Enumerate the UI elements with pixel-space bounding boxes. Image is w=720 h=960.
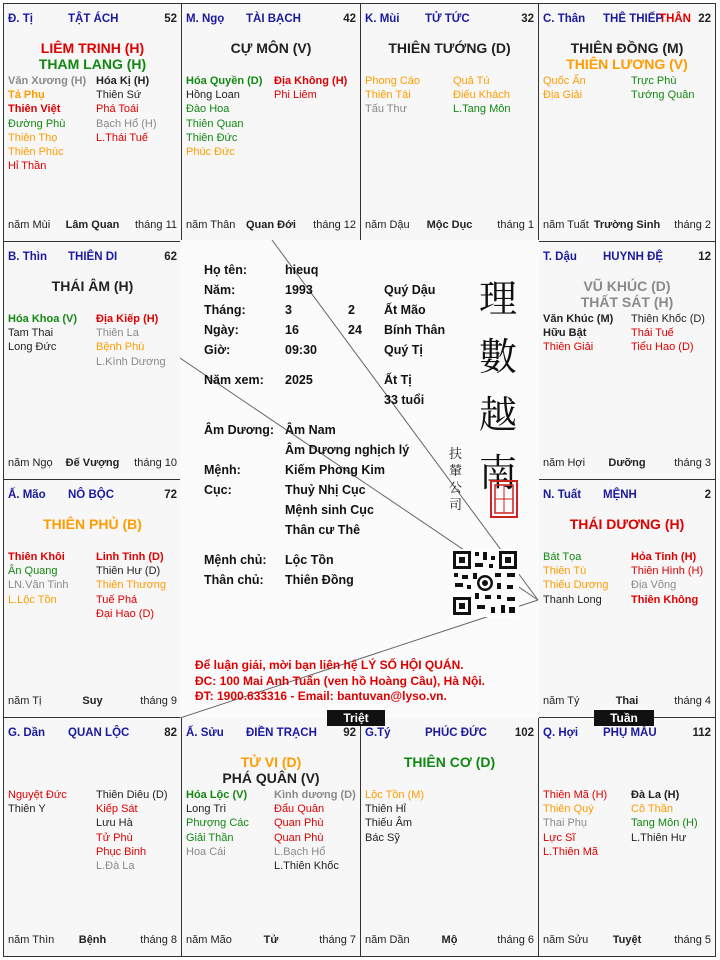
contact-phone-email[interactable]: ĐT: 1900.633316 - Email: bantuvan@lyso.vn. <box>195 689 447 703</box>
minor-star: Thiên Đức <box>186 131 238 144</box>
footer-stage: Tuyệt <box>612 934 642 946</box>
minor-star: Thiên Hỉ <box>365 803 406 816</box>
minor-star: Thiên Y <box>8 803 46 816</box>
main-star: THIÊN ĐỒNG (M) <box>570 40 684 56</box>
palace-footer <box>8 219 177 233</box>
star-column-left <box>365 74 420 117</box>
info-tuoi: 33 tuổi <box>384 393 425 407</box>
palace-header <box>8 13 177 27</box>
palace-house-name: NÔ BỘC <box>68 489 114 501</box>
star-column-right <box>96 550 166 621</box>
minor-star: L.Thái Tuế <box>96 131 148 144</box>
minor-star: Kình dương (D) <box>274 789 356 801</box>
footer-stage: Mộ <box>441 934 458 946</box>
star-column-right <box>274 788 356 873</box>
palace-footer <box>186 934 356 948</box>
minor-star: Quốc Ấn <box>543 75 586 87</box>
calligraphy-char: 數 <box>478 335 517 379</box>
minor-star: Thiên Tù <box>543 565 587 578</box>
minor-star: Thiên Giải <box>543 341 594 354</box>
info-ho-ten-label: Họ tên: <box>204 263 248 277</box>
star-column-left <box>8 312 77 355</box>
info-ngay-can: Bính Thân <box>384 323 446 337</box>
star-column-left <box>8 74 86 173</box>
palace-branch: Ấ. Sửu <box>186 727 224 739</box>
star-column-right <box>631 788 698 845</box>
minor-star: Văn Xương (H) <box>8 75 87 87</box>
star-column-left <box>543 788 607 859</box>
info-gio: 09:30 <box>285 343 317 357</box>
palace-branch: G. Dần <box>8 727 46 739</box>
minor-star: Thiên Thọ <box>8 131 58 144</box>
info-menh-label: Mệnh: <box>204 463 241 477</box>
star-column-right <box>96 312 166 369</box>
minor-star: Long Đức <box>8 341 57 354</box>
minor-star: Thiên Khôi <box>8 551 65 563</box>
main-star: TỬ VI (D) <box>240 754 302 770</box>
main-star: THÁI ÂM (H) <box>51 278 134 294</box>
palace-branch: G.Tý <box>365 727 391 739</box>
palace-phu-mau <box>538 717 716 957</box>
minor-star: Đường Phù <box>8 117 66 130</box>
star-column-left <box>543 550 608 607</box>
minor-star: Hồng Loan <box>186 89 240 102</box>
minor-star: Ân Quang <box>8 565 58 578</box>
minor-star: L.Bạch Hổ <box>274 845 326 858</box>
main-star: VŨ KHÚC (D) <box>583 278 671 294</box>
minor-star: Thiên La <box>96 327 139 340</box>
main-star: THẤT SÁT (H) <box>580 294 674 310</box>
info-nam-can: Quý Dậu <box>384 283 436 297</box>
star-column-right <box>96 74 157 145</box>
minor-star: Phá Toái <box>96 103 139 116</box>
star-column-left <box>365 788 424 845</box>
minor-star: Lộc Tồn (M) <box>365 789 425 801</box>
palace-age-number: 92 <box>343 727 356 739</box>
minor-star: Thiên Diêu (D) <box>96 789 168 801</box>
palace-house-name: TẬT ÁCH <box>68 13 119 25</box>
footer-month: tháng 9 <box>140 695 177 707</box>
palace-house-name: PHÚC ĐỨC <box>425 727 487 739</box>
minor-star: Hóa Lộc (V) <box>186 789 248 801</box>
main-star: THIÊN LƯƠNG (V) <box>566 56 688 72</box>
palace-age-number: 12 <box>698 251 711 263</box>
minor-star: Địa Giải <box>543 89 583 102</box>
palace-footer <box>543 695 711 709</box>
palace-tu-tuc <box>360 3 539 242</box>
minor-star: Hữu Bật <box>543 327 587 340</box>
footer-stage: Quan Đới <box>246 219 296 231</box>
minor-star: Thiên Hư (D) <box>96 565 161 578</box>
main-star: LIÊM TRINH (H) <box>40 40 145 56</box>
contact-info <box>195 658 485 705</box>
palace-house-name: THÊ THIẾP <box>603 13 664 25</box>
palace-header <box>186 13 356 27</box>
palace-header <box>543 727 711 741</box>
minor-star: Lực Sĩ <box>543 831 576 844</box>
footer-month: tháng 4 <box>674 695 711 707</box>
star-column-right <box>631 312 705 355</box>
main-star: THIÊN CƠ (D) <box>403 754 496 770</box>
main-star: THIÊN PHỦ (B) <box>43 516 142 532</box>
minor-star: Long Trì <box>186 803 227 816</box>
minor-star: Bạch Hổ (H) <box>96 117 157 130</box>
minor-star: Quan Phù <box>274 817 324 830</box>
palace-house-name: TỬ TỨC <box>425 13 470 25</box>
main-star: PHÁ QUÂN (V) <box>222 770 320 786</box>
footer-stage: Dưỡng <box>608 457 646 469</box>
minor-star: Phong Cáo <box>365 75 421 87</box>
info-am-duong-2: Âm Dương nghịch lý <box>285 443 410 457</box>
minor-star: Trực Phù <box>631 75 677 87</box>
palace-footer <box>543 934 711 948</box>
palace-header <box>8 489 177 503</box>
minor-star: L.Lộc Tồn <box>8 593 57 606</box>
star-column-right <box>631 550 703 607</box>
minor-star: Cô Thần <box>631 803 673 816</box>
palace-header <box>543 489 711 503</box>
minor-star: Địa Võng <box>631 579 677 592</box>
palace-header <box>543 251 711 265</box>
minor-star: Phục Binh <box>96 845 147 858</box>
info-gio-label: Giờ: <box>204 343 231 357</box>
minor-star: Bác Sỹ <box>365 831 400 844</box>
contact-address: ĐC: 100 Mai Anh Tuấn (ven hồ Hoàng Cầu), Hà Nội. <box>195 673 486 688</box>
footer-month: tháng 12 <box>313 219 356 231</box>
minor-star: Địa Không (H) <box>274 75 348 87</box>
minor-star: Thiên Khốc (D) <box>631 313 705 325</box>
star-column-left <box>186 74 262 159</box>
minor-star: L.Thiên Khốc <box>274 860 339 873</box>
star-column-left <box>8 788 67 816</box>
footer-stage: Mộc Dục <box>426 219 473 231</box>
palace-quan-loc <box>3 717 182 957</box>
minor-star: Hỏa Tinh (H) <box>631 551 697 563</box>
minor-star: L.Kình Dương <box>96 355 166 368</box>
footer-stage: Đế Vượng <box>65 457 120 469</box>
main-star: THAM LANG (H) <box>38 56 147 72</box>
calligraphy-title <box>468 270 528 502</box>
palace-branch: Q. Hợi <box>543 727 579 739</box>
info-menh: Kiếm Phong Kim <box>285 463 386 477</box>
minor-star: Quan Phù <box>274 831 324 844</box>
minor-star: Đại Hao (D) <box>96 607 155 620</box>
star-column-right <box>274 74 347 102</box>
minor-star: Đẩu Quân <box>274 803 325 816</box>
info-ho-ten: hieuq <box>285 263 319 277</box>
palace-header <box>186 727 356 741</box>
minor-star: Tả Phụ <box>8 89 45 102</box>
palace-age-number: 52 <box>164 13 177 25</box>
star-column-right <box>96 788 168 873</box>
footer-stage: Tử <box>263 934 279 946</box>
palace-house-name: TÀI BẠCH <box>246 13 301 25</box>
info-am-duong-label: Âm Dương: <box>204 423 275 437</box>
footer-year: năm Mão <box>186 934 232 946</box>
minor-star: Thai Phụ <box>543 817 588 830</box>
palace-house-name: PHỤ MẪU <box>603 727 657 739</box>
minor-star: Bệnh Phù <box>96 341 145 354</box>
footer-stage: Bệnh <box>78 934 107 946</box>
footer-stage: Lâm Quan <box>65 219 120 231</box>
minor-star: Kiếp Sát <box>96 803 138 816</box>
palace-age-number: 102 <box>514 727 534 739</box>
minor-star: Thiếu Dương <box>543 579 609 592</box>
minor-star: Nguyệt Đức <box>8 789 67 801</box>
palace-footer <box>8 457 177 471</box>
palace-age-number: 72 <box>164 489 177 501</box>
info-nam-xem-label: Năm xem: <box>204 373 264 387</box>
minor-star: Đào Hoa <box>186 103 230 116</box>
palace-footer <box>365 219 534 233</box>
minor-star: Tiểu Hao (D) <box>631 341 694 354</box>
palace-branch: T. Dậu <box>543 251 577 263</box>
calligraphy-char: 南 <box>478 451 517 495</box>
qr-code-icon[interactable] <box>451 549 519 617</box>
footer-month: tháng 7 <box>319 934 356 946</box>
minor-star: Hóa Kị (H) <box>96 75 150 87</box>
minor-star: Thiên Quan <box>186 117 244 130</box>
minor-star: Thiên Phúc <box>8 146 64 159</box>
palace-header <box>365 727 534 741</box>
minor-star: Bát Tọa <box>543 551 582 563</box>
info-cuc-3: Thân cư Thê <box>285 523 361 537</box>
triet-tag: Triệt <box>327 710 385 726</box>
palace-header <box>365 13 534 27</box>
footer-year: năm Tị <box>8 695 42 707</box>
palace-branch: N. Tuất <box>543 489 582 501</box>
palace-tat-ach <box>3 3 182 242</box>
palace-age-number: 42 <box>343 13 356 25</box>
footer-year: năm Sửu <box>543 934 589 946</box>
footer-month: tháng 11 <box>134 219 177 231</box>
minor-star: Linh Tinh (D) <box>96 551 164 563</box>
tuan-tag: Tuần <box>594 710 654 726</box>
minor-star: Tuế Phá <box>96 593 138 606</box>
palace-thien-di <box>3 241 182 480</box>
minor-star: Tấu Thư <box>365 103 408 116</box>
minor-star: Thanh Long <box>543 593 602 606</box>
star-column-left <box>186 788 249 859</box>
info-ngay-am: 24 <box>348 323 362 337</box>
minor-star: Địa Kiếp (H) <box>96 313 159 325</box>
star-column-left <box>543 74 586 102</box>
calligraphy-char: 理 <box>478 277 517 321</box>
footer-year: năm Hợi <box>543 457 586 469</box>
minor-star: Lưu Hà <box>96 817 133 830</box>
info-than-chu-label: Thân chủ: <box>204 573 264 587</box>
minor-star: Hóa Quyền (D) <box>186 75 263 87</box>
minor-star: Hoa Cái <box>186 845 226 858</box>
palace-tai-bach <box>181 3 361 242</box>
footer-month: tháng 5 <box>674 934 711 946</box>
info-am-duong: Âm Nam <box>285 423 336 437</box>
palace-branch: M. Ngọ <box>186 13 225 25</box>
minor-star: Tam Thai <box>8 327 54 340</box>
palace-branch: Ấ. Mão <box>8 489 46 501</box>
palace-branch: C. Thân <box>543 13 586 25</box>
star-column-left <box>543 312 613 355</box>
palace-age-number: 62 <box>164 251 177 263</box>
footer-month: tháng 6 <box>497 934 534 946</box>
info-thang: 3 <box>285 303 292 317</box>
palace-branch: K. Mùi <box>365 13 400 25</box>
footer-year: năm Thìn <box>8 934 55 946</box>
footer-year: năm Ngọ <box>8 457 53 469</box>
minor-star: Tang Môn (H) <box>631 817 698 830</box>
minor-star: Giải Thần <box>186 831 234 844</box>
palace-age-number: 112 <box>692 727 711 739</box>
palace-branch: Đ. Tị <box>8 13 33 25</box>
palace-phuc-duc <box>360 717 539 957</box>
minor-star: L.Đà La <box>96 860 135 873</box>
minor-star: Thiên Quý <box>543 803 594 816</box>
footer-month: tháng 1 <box>497 219 534 231</box>
minor-star: Thiên Sứ <box>96 89 142 102</box>
minor-star: Tử Phù <box>96 831 133 844</box>
footer-month: tháng 2 <box>674 219 711 231</box>
footer-month: tháng 10 <box>134 457 177 469</box>
calligraphy-char: 越 <box>478 393 517 437</box>
info-nam-label: Năm: <box>204 283 236 297</box>
minor-star: LN.Văn Tinh <box>8 579 69 592</box>
footer-stage: Thai <box>615 695 639 707</box>
palace-huynh-de <box>538 241 716 480</box>
palace-age-number: 32 <box>521 13 534 25</box>
palace-house-name: MỆNH <box>603 489 637 501</box>
footer-month: tháng 8 <box>140 934 177 946</box>
palace-footer <box>365 934 534 948</box>
minor-star: Thiên Thương <box>96 579 167 592</box>
footer-stage: Trường Sinh <box>593 219 661 231</box>
palace-house-name: HUYNH ĐỆ <box>603 251 664 263</box>
palace-header <box>543 13 711 27</box>
info-menh-chu: Lộc Tồn <box>285 553 334 567</box>
info-thang-label: Tháng: <box>204 303 246 317</box>
info-ngay-label: Ngày: <box>204 323 239 337</box>
footer-stage: Suy <box>82 695 103 707</box>
minor-star: Thiếu Âm <box>365 817 413 830</box>
palace-header <box>8 727 177 741</box>
footer-year: năm Tý <box>543 695 580 707</box>
info-menh-chu-label: Mệnh chủ: <box>204 553 267 567</box>
main-star: THÁI DƯƠNG (H) <box>569 516 685 532</box>
minor-star: Thiên Hình (H) <box>631 565 704 578</box>
palace-footer <box>8 934 177 948</box>
palace-age-number: 2 <box>704 489 711 501</box>
main-star: CỰ MÔN (V) <box>230 40 312 56</box>
minor-star: Phượng Các <box>186 817 249 830</box>
minor-star: Thái Tuế <box>631 327 674 340</box>
minor-star: Hóa Khoa (V) <box>8 313 78 325</box>
palace-house-name: ĐIỀN TRẠCH <box>246 727 317 739</box>
contact-line: Để luận giải, mời bạn liên hệ LÝ SỐ HỘI QUÁN. <box>195 658 464 672</box>
minor-star: Quả Tú <box>453 75 490 87</box>
info-nam-xem-can: Ất Tị <box>384 373 412 387</box>
palace-branch: B. Thìn <box>8 251 47 263</box>
palace-dien-trach <box>181 717 361 957</box>
minor-star: L.Tang Môn <box>453 103 511 116</box>
footer-year: năm Tuất <box>543 219 589 231</box>
palace-footer <box>543 219 711 233</box>
minor-star: Thiên Tài <box>365 89 411 102</box>
palace-house-name: THIÊN DI <box>68 251 118 263</box>
main-star: THIÊN TƯỚNG (D) <box>388 40 511 56</box>
minor-star: Phúc Đức <box>186 146 235 159</box>
footer-year: năm Thân <box>186 219 236 231</box>
minor-star: Điếu Khách <box>453 89 510 102</box>
footer-year: năm Dậu <box>365 219 410 231</box>
info-thang-can: Ất Mão <box>384 303 426 317</box>
info-gio-can: Quý Tị <box>384 343 423 357</box>
star-column-right <box>453 74 510 117</box>
info-nam-xem: 2025 <box>285 373 313 387</box>
palace-footer <box>543 457 711 471</box>
minor-star: Thiên Mã (H) <box>543 789 608 801</box>
seal-pattern-icon <box>492 482 516 516</box>
minor-star: Hỉ Thần <box>8 160 47 173</box>
palace-house-name: QUAN LỘC <box>68 727 130 739</box>
minor-star: Thiên Không <box>631 593 699 606</box>
info-cuc: Thuỷ Nhị Cục <box>285 483 366 497</box>
palace-age-number: 82 <box>164 727 177 739</box>
star-column-right <box>631 74 695 102</box>
minor-star: L.Thiên Mã <box>543 845 599 858</box>
info-ngay: 16 <box>285 323 299 337</box>
minor-star: Phi Liêm <box>274 89 317 102</box>
red-seal-stamp <box>490 480 518 518</box>
star-column-left <box>8 550 69 607</box>
info-cuc-2: Mệnh sinh Cục <box>285 503 374 517</box>
info-than-chu: Thiên Đồng <box>285 573 354 587</box>
palace-the-thiep <box>538 3 716 242</box>
minor-star: Văn Khúc (M) <box>543 313 614 325</box>
palace-no-boc <box>3 479 182 718</box>
palace-age-number: 22 <box>698 13 711 25</box>
palace-footer <box>186 219 356 233</box>
minor-star: Thiên Việt <box>8 103 61 116</box>
palace-header <box>8 251 177 265</box>
info-cuc-label: Cục: <box>204 483 232 497</box>
footer-month: tháng 3 <box>674 457 711 469</box>
minor-star: Tướng Quân <box>631 89 695 102</box>
small-seal-text: 扶輦公司 <box>449 447 463 513</box>
palace-footer <box>8 695 177 709</box>
footer-year: năm Dần <box>365 934 410 946</box>
than-marker: THÂN <box>659 13 691 25</box>
palace-menh <box>538 479 716 718</box>
minor-star: Đà La (H) <box>631 789 680 801</box>
minor-star: L.Thiên Hư <box>631 831 687 844</box>
info-nam: 1993 <box>285 283 313 297</box>
footer-year: năm Mùi <box>8 219 51 231</box>
info-thang-am: 2 <box>348 303 355 317</box>
